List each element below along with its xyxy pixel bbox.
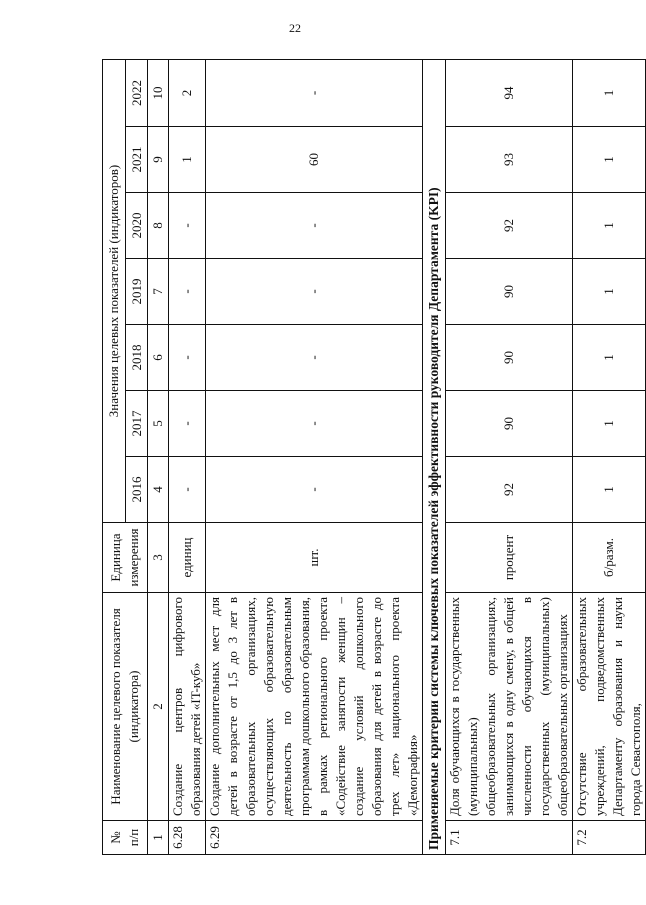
row-number: 6.28 bbox=[169, 821, 206, 855]
row-value: 1 bbox=[573, 59, 646, 126]
row-value: - bbox=[169, 457, 206, 523]
row-unit: б/разм. bbox=[573, 523, 646, 593]
row-value: 1 bbox=[169, 127, 206, 193]
row-value: 1 bbox=[573, 391, 646, 457]
row-value: 2 bbox=[169, 59, 206, 126]
column-number: 3 bbox=[148, 523, 169, 593]
header-year-2016: 2016 bbox=[126, 457, 148, 523]
row-value: - bbox=[206, 59, 423, 126]
row-value: - bbox=[169, 391, 206, 457]
header-year-2017: 2017 bbox=[126, 391, 148, 457]
row-value: - bbox=[206, 457, 423, 523]
row-value: - bbox=[206, 325, 423, 391]
row-value: - bbox=[169, 193, 206, 259]
column-number: 2 bbox=[148, 593, 169, 821]
column-number: 6 bbox=[148, 325, 169, 391]
section-title: Применяемые критерии системы ключевых показателей эффективности руководителя Департамента (KPI) bbox=[423, 59, 446, 854]
section-row bbox=[423, 59, 446, 854]
table-row bbox=[446, 59, 573, 854]
header-unit: Единица измерения bbox=[103, 523, 148, 593]
column-number: 5 bbox=[148, 391, 169, 457]
row-unit: процент bbox=[446, 523, 573, 593]
column-number: 1 bbox=[148, 821, 169, 855]
header-year-2019: 2019 bbox=[126, 259, 148, 325]
row-value: 92 bbox=[446, 193, 573, 259]
row-number: 7.1 bbox=[446, 821, 573, 855]
row-value: - bbox=[169, 259, 206, 325]
header-year-2021: 2021 bbox=[126, 127, 148, 193]
row-value: - bbox=[206, 391, 423, 457]
row-value: 1 bbox=[573, 127, 646, 193]
column-number: 4 bbox=[148, 457, 169, 523]
header-year-2018: 2018 bbox=[126, 325, 148, 391]
table-row bbox=[573, 59, 646, 854]
row-value: 90 bbox=[446, 259, 573, 325]
row-value: 90 bbox=[446, 391, 573, 457]
row-value: - bbox=[206, 259, 423, 325]
row-unit: единиц bbox=[169, 523, 206, 593]
header-indicator-name: Наименование целевого показателя (индикатора) bbox=[103, 593, 148, 821]
header-values: Значения целевых показателей (индикаторов) bbox=[103, 59, 126, 522]
row-value: 1 bbox=[573, 193, 646, 259]
row-value: 1 bbox=[573, 325, 646, 391]
column-number: 8 bbox=[148, 193, 169, 259]
row-unit: шт. bbox=[206, 523, 423, 593]
page-number: 22 bbox=[289, 21, 301, 35]
column-number-row bbox=[148, 59, 169, 854]
row-value: 60 bbox=[206, 127, 423, 193]
column-number: 10 bbox=[148, 59, 169, 126]
indicators-table bbox=[102, 59, 646, 855]
header-year-2020: 2020 bbox=[126, 193, 148, 259]
row-indicator-name: Доля обучающихся в государственных (муниципальных) общеобразовательных организациях, занимающихся в одну смену, в общей численности обучающихся в государственных (муниципальных) общеобразовательных организациях bbox=[446, 593, 573, 821]
column-number: 9 bbox=[148, 127, 169, 193]
table-row bbox=[206, 59, 423, 854]
row-value: 94 bbox=[446, 59, 573, 126]
row-value: 93 bbox=[446, 127, 573, 193]
row-number: 6.29 bbox=[206, 821, 423, 855]
row-value: - bbox=[206, 193, 423, 259]
row-indicator-name: Отсутствие образовательных учреждений, подведомственных Департаменту образования и науки города Севастополя, bbox=[573, 593, 646, 821]
row-number: 7.2 bbox=[573, 821, 646, 855]
header-year-2022: 2022 bbox=[126, 59, 148, 126]
row-value: 1 bbox=[573, 457, 646, 523]
rotated-table-container bbox=[102, 60, 643, 855]
row-indicator-name: Создание центров цифрового образования детей «IT-куб» bbox=[169, 593, 206, 821]
column-number: 7 bbox=[148, 259, 169, 325]
row-value: 1 bbox=[573, 259, 646, 325]
row-value: 90 bbox=[446, 325, 573, 391]
row-value: 92 bbox=[446, 457, 573, 523]
row-value: - bbox=[169, 325, 206, 391]
header-number: № п/п bbox=[103, 821, 148, 855]
table-row bbox=[169, 59, 206, 854]
row-indicator-name: Создание дополнительных мест для детей в возрасте от 1,5 до 3 лет в образовательных организациях, осуществляющих образовательную деятельность по образовательным программам дошкольного образования, в рамках регионального проекта «Содействие занятости женщин – создание условий дошкольного образования для детей в возрасте до трех лет» национального проекта «Демография» bbox=[206, 593, 423, 821]
